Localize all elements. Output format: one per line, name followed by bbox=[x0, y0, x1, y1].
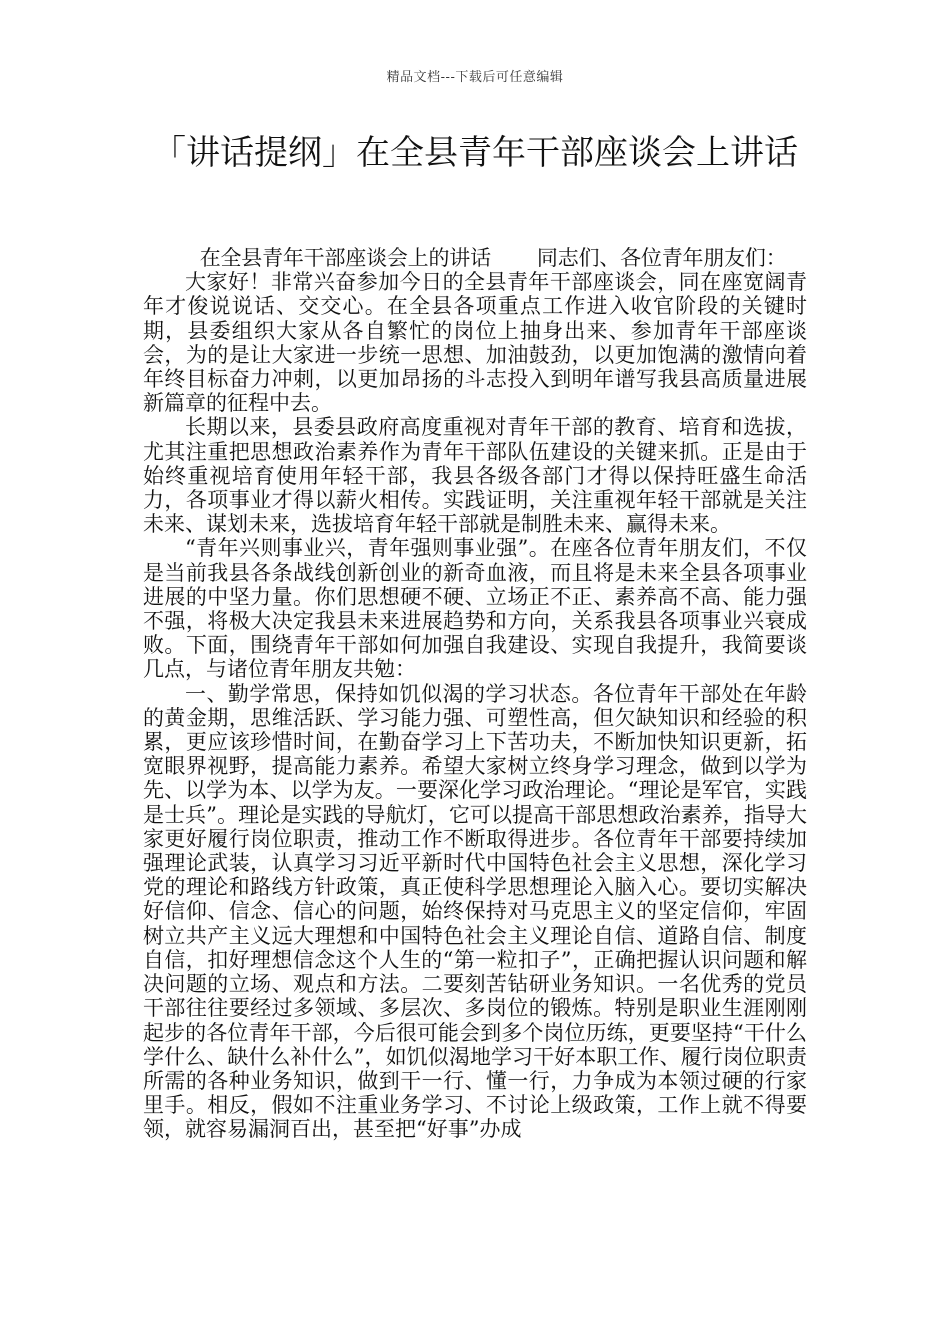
paragraph: 一、勤学常思，保持如饥似渴的学习状态。各位青年干部处在年龄的黄金期，思维活跃、学习能力强、可塑性高，但欠缺知识和经验的积累，更应该珍惜时间，在勤奋学习上下苦功夫，不断加快知识更新，拓宽眼界视野，提高能力素养。希望大家树立终身学习理念，做到以学为先、以学为本、以学为友。一要深化学习政治理论。“理论是军官，实践是士兵”。理论是实践的导航灯，它可以提高干部思想政治素养，指导大家更好履行岗位职责，推动工作不断取得进步。各位青年干部要持续加强理论武装，认真学习习近平新时代中国特色社会主义思想，深化学习党的理论和路线方针政策，真正使科学思想理论入脑入心。要切实解决好信仰、信念、信心的问题，始终保持对马克思主义的坚定信仰，牢固树立共产主义远大理想和中国特色社会主义理论自信、道路自信、制度自信，扣好理想信念这个人生的“第一粒扣子”，正确把握认识问题和解决问题的立场、观点和方法。二要刻苦钻研业务知识。一名优秀的党员干部往往要经过多领域、多层次、多岗位的锻炼。特别是职业生涯刚刚起步的各位青年干部，今后很可能会到多个岗位历练，更要坚持“干什么学什么、缺什么补什么”，如饥似渴地学习干好本职工作、履行岗位职责所需的各种业务知识，做到干一行、懂一行，力争成为本领过硬的行家里手。相反，假如不注重业务学习、不讨论上级政策，工作上就不得要领，就容易漏洞百出，甚至把“好事”办成 bbox=[143, 681, 807, 1142]
header-note: 精品文档---下载后可任意编辑 bbox=[386, 70, 564, 85]
speech-name: 在全县青年干部座谈会上的讲话 bbox=[199, 246, 491, 270]
paragraph: 长期以来，县委县政府高度重视对青年干部的教育、培育和选拔，尤其注重把思想政治素养作为青年干部队伍建设的关键来抓。正是由于始终重视培育使用年轻干部，我县各级各部门才得以保持旺盛生命活力，各项事业才得以薪火相传。实践证明，关注重视年轻干部就是关注未来、谋划未来，选拔培育年轻干部就是制胜未来、赢得未来。 bbox=[143, 415, 807, 537]
paragraph: 大家好！非常兴奋参加今日的全县青年干部座谈会，同在座宽阔青年才俊说说话、交交心。在全县各项重点工作进入收官阶段的关键时期，县委组织大家从各自繁忙的岗位上抽身出来、参加青年干部座谈会，为的是让大家进一步统一思想、加油鼓劲，以更加饱满的激情向着年终目标奋力冲刺，以更加昂扬的斗志投入到明年谱写我县高质量进展新篇章的征程中去。 bbox=[143, 270, 807, 416]
greeting: 同志们、各位青年朋友们： bbox=[536, 246, 787, 270]
opening-line bbox=[143, 246, 807, 270]
paragraph: “青年兴则事业兴，青年强则事业强”。在座各位青年朋友们，不仅是当前我县各条战线创新创业的新奇血液，而且将是未来全县各项事业进展的中坚力量。你们思想硬不硬、立场正不正、素养高不高、能力强不强，将极大决定我县未来进展趋势和方向，关系我县各项事业兴衰成败。下面，围绕青年干部如何加强自我建设、实现自我提升，我简要谈几点，与诸位青年朋友共勉： bbox=[143, 536, 807, 682]
document-title: 「讲话提纲」在全县青年干部座谈会上讲话 bbox=[152, 133, 798, 173]
document-body bbox=[143, 246, 807, 1142]
